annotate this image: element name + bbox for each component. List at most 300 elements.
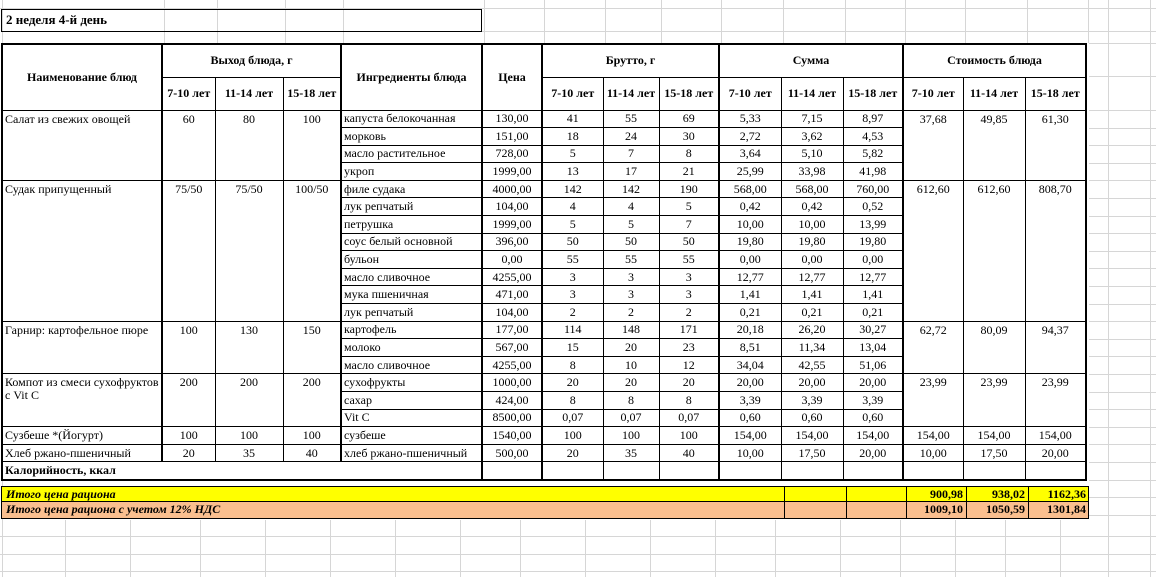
gross-cell[interactable]: 18 xyxy=(542,128,603,146)
gross-cell[interactable]: 50 xyxy=(542,233,603,251)
sum-cell[interactable]: 42,55 xyxy=(781,356,843,374)
total-vat-value-11-14[interactable]: 1050,59 xyxy=(966,502,1028,518)
total-vat-value-7-10[interactable]: 1009,10 xyxy=(906,502,966,518)
gridline xyxy=(200,520,201,577)
sum-cell[interactable]: 10,00 xyxy=(781,216,843,234)
gross-cell[interactable]: 7 xyxy=(659,216,719,234)
dish-output-cell[interactable]: 75/50 xyxy=(162,180,215,321)
sum-cell[interactable]: 10,00 xyxy=(719,216,781,234)
gross-cell[interactable]: 142 xyxy=(542,180,603,198)
ingredient-name-cell[interactable]: молоко xyxy=(341,339,482,357)
total-value-11-14[interactable]: 938,02 xyxy=(966,487,1028,501)
gross-cell[interactable]: 21 xyxy=(659,163,719,181)
total-label[interactable]: Итого цена рациона xyxy=(6,487,116,501)
sum-cell[interactable]: 12,77 xyxy=(781,268,843,286)
header-gross[interactable]: Брутто, г xyxy=(542,44,719,77)
sum-cell[interactable]: 34,04 xyxy=(719,356,781,374)
sum-cell[interactable]: 12,77 xyxy=(843,268,903,286)
dish-cost-cell[interactable]: 154,00 xyxy=(1025,427,1086,445)
price-cell[interactable]: 728,00 xyxy=(482,145,542,163)
header-sum[interactable]: Сумма xyxy=(719,44,903,77)
ingredient-name-cell[interactable]: укроп xyxy=(341,163,482,181)
header-age-cost-3[interactable]: 15-18 лет xyxy=(1025,77,1086,110)
dish-output-cell[interactable]: 35 xyxy=(215,444,283,462)
empty-cell[interactable] xyxy=(784,487,846,501)
empty-cell[interactable] xyxy=(846,502,906,518)
dish-cost-cell[interactable]: 49,85 xyxy=(963,110,1025,180)
dish-cost-cell[interactable]: 94,37 xyxy=(1025,321,1086,374)
empty-cell[interactable] xyxy=(1025,462,1086,480)
empty-cell[interactable] xyxy=(903,462,963,480)
ingredient-name-cell[interactable]: филе судака xyxy=(341,180,482,198)
sum-cell[interactable]: 19,80 xyxy=(719,233,781,251)
gridline xyxy=(1089,374,1156,375)
sum-cell[interactable]: 13,99 xyxy=(843,216,903,234)
dish-output-cell[interactable]: 100 xyxy=(162,427,215,445)
dish-output-cell[interactable]: 40 xyxy=(283,444,341,462)
sum-cell[interactable]: 5,82 xyxy=(843,145,903,163)
gross-cell[interactable]: 55 xyxy=(603,110,659,128)
ingredient-row xyxy=(2,374,1086,392)
sum-cell[interactable]: 1,41 xyxy=(781,286,843,304)
gross-cell[interactable]: 2 xyxy=(603,304,659,322)
sum-cell[interactable]: 568,00 xyxy=(781,180,843,198)
calories-row xyxy=(2,462,1086,480)
gross-cell[interactable]: 30 xyxy=(659,128,719,146)
sum-cell[interactable]: 4,53 xyxy=(843,128,903,146)
gross-cell[interactable]: 148 xyxy=(603,321,659,339)
empty-cell[interactable] xyxy=(846,487,906,501)
gross-cell[interactable]: 5 xyxy=(542,216,603,234)
gridline xyxy=(1089,268,1156,269)
gross-cell[interactable]: 17 xyxy=(603,163,659,181)
price-cell[interactable]: 4255,00 xyxy=(482,356,542,374)
gross-cell[interactable]: 3 xyxy=(659,286,719,304)
ingredient-name-cell[interactable]: петрушка xyxy=(341,216,482,234)
gridline xyxy=(955,520,956,577)
gridline xyxy=(840,520,841,577)
header-age-output-2[interactable]: 11-14 лет xyxy=(215,77,283,110)
gross-cell[interactable]: 35 xyxy=(603,444,659,462)
gridline xyxy=(1089,251,1156,252)
sum-cell[interactable]: 33,98 xyxy=(781,163,843,181)
sum-cell[interactable]: 154,00 xyxy=(843,427,903,445)
empty-cell[interactable] xyxy=(482,462,542,480)
gross-cell[interactable]: 13 xyxy=(542,163,603,181)
sum-cell[interactable]: 0,00 xyxy=(843,251,903,269)
sum-cell[interactable]: 20,00 xyxy=(843,444,903,462)
ingredient-name-cell[interactable]: морковь xyxy=(341,128,482,146)
sum-cell[interactable]: 154,00 xyxy=(781,427,843,445)
dish-cost-cell[interactable]: 61,30 xyxy=(1025,110,1086,180)
gridline xyxy=(265,520,266,577)
empty-cell[interactable] xyxy=(781,462,843,480)
price-cell[interactable]: 500,00 xyxy=(482,444,542,462)
price-cell[interactable]: 151,00 xyxy=(482,128,542,146)
ingredient-name-cell[interactable]: сухофрукты xyxy=(341,374,482,392)
gridline xyxy=(783,0,784,43)
ingredient-name-cell[interactable]: масло растительное xyxy=(341,145,482,163)
gridline xyxy=(1089,180,1156,181)
sum-cell[interactable]: 11,34 xyxy=(781,339,843,357)
gross-cell[interactable]: 0,07 xyxy=(542,409,603,427)
gross-cell[interactable]: 20 xyxy=(659,374,719,392)
ingredient-row xyxy=(2,444,1086,462)
price-cell[interactable]: 130,00 xyxy=(482,110,542,128)
sum-cell[interactable]: 20,00 xyxy=(843,374,903,392)
dish-name-cell[interactable]: Хлеб ржано-пшеничный xyxy=(2,444,162,462)
gross-cell[interactable]: 3 xyxy=(659,268,719,286)
gridline xyxy=(1089,304,1156,305)
header-age-cost-2[interactable]: 11-14 лет xyxy=(963,77,1025,110)
sum-cell[interactable]: 5,10 xyxy=(781,145,843,163)
sum-cell[interactable]: 26,20 xyxy=(781,321,843,339)
price-cell[interactable]: 1999,00 xyxy=(482,163,542,181)
dish-output-cell[interactable]: 150 xyxy=(283,321,341,374)
dish-cost-cell[interactable]: 37,68 xyxy=(903,110,963,180)
dish-output-cell[interactable]: 100 xyxy=(283,427,341,445)
dish-cost-cell[interactable]: 154,00 xyxy=(903,427,963,445)
gross-cell[interactable]: 23 xyxy=(659,339,719,357)
gross-cell[interactable]: 20 xyxy=(542,374,603,392)
ingredient-name-cell[interactable]: картофель xyxy=(341,321,482,339)
header-dish-name[interactable]: Наименование блюд xyxy=(2,44,162,110)
gridline xyxy=(1089,216,1156,217)
sum-cell[interactable]: 51,06 xyxy=(843,356,903,374)
sum-cell[interactable]: 1,41 xyxy=(843,286,903,304)
sum-cell[interactable]: 0,21 xyxy=(781,304,843,322)
gross-cell[interactable]: 55 xyxy=(603,251,659,269)
gross-cell[interactable]: 8 xyxy=(603,392,659,410)
price-cell[interactable]: 4255,00 xyxy=(482,268,542,286)
calories-label-cell[interactable]: Калорийность, ккал xyxy=(2,462,482,480)
header-age-cost-1[interactable]: 7-10 лет xyxy=(903,77,963,110)
sum-cell[interactable]: 25,99 xyxy=(719,163,781,181)
gross-cell[interactable]: 20 xyxy=(542,444,603,462)
sum-cell[interactable]: 0,42 xyxy=(719,198,781,216)
sum-cell[interactable]: 0,52 xyxy=(843,198,903,216)
gridline xyxy=(900,520,901,577)
sum-cell[interactable]: 5,33 xyxy=(719,110,781,128)
ingredients-body xyxy=(2,110,1086,462)
gross-cell[interactable]: 4 xyxy=(603,198,659,216)
sum-cell[interactable]: 0,00 xyxy=(781,251,843,269)
gridline xyxy=(1089,110,1156,111)
gridline xyxy=(715,520,716,577)
ingredient-name-cell[interactable]: лук репчатый xyxy=(341,304,482,322)
empty-cell[interactable] xyxy=(784,502,846,518)
ingredient-name-cell[interactable]: Vit C xyxy=(341,409,482,427)
sum-cell[interactable]: 3,62 xyxy=(781,128,843,146)
header-age-output-3[interactable]: 15-18 лет xyxy=(283,77,341,110)
dish-name-cell[interactable]: Компот из смеси сухофруктов с Vit C xyxy=(2,374,162,427)
ingredient-row xyxy=(2,180,1086,198)
gridline xyxy=(1088,0,1089,43)
sum-cell[interactable]: 12,77 xyxy=(719,268,781,286)
dish-cost-cell[interactable]: 612,60 xyxy=(903,180,963,321)
menu-table xyxy=(1,43,1087,481)
gridline xyxy=(1089,321,1156,322)
gross-cell[interactable]: 171 xyxy=(659,321,719,339)
sum-cell[interactable]: 154,00 xyxy=(719,427,781,445)
gridline xyxy=(1089,286,1156,287)
header-row-2 xyxy=(2,77,1086,110)
day-title-cell[interactable]: 2 неделя 4-й день xyxy=(1,9,482,32)
gross-cell[interactable]: 41 xyxy=(542,110,603,128)
gross-cell[interactable]: 190 xyxy=(659,180,719,198)
gross-cell[interactable]: 5 xyxy=(659,198,719,216)
gridline xyxy=(965,0,966,43)
gridline xyxy=(1089,43,1156,44)
gridline xyxy=(330,520,331,577)
empty-cell[interactable] xyxy=(963,462,1025,480)
gross-cell[interactable]: 8 xyxy=(542,392,603,410)
empty-cell[interactable] xyxy=(719,462,781,480)
total-vat-value-15-18[interactable]: 1301,84 xyxy=(1028,502,1089,518)
empty-cell[interactable] xyxy=(603,462,659,480)
dish-cost-cell[interactable]: 808,70 xyxy=(1025,180,1086,321)
sum-cell[interactable]: 760,00 xyxy=(843,180,903,198)
dish-cost-cell[interactable]: 23,99 xyxy=(1025,374,1086,427)
sum-cell[interactable]: 17,50 xyxy=(781,444,843,462)
gridline xyxy=(1089,339,1156,340)
dish-cost-cell[interactable]: 612,60 xyxy=(963,180,1025,321)
header-age-sum-1[interactable]: 7-10 лет xyxy=(719,77,781,110)
sum-cell[interactable]: 3,39 xyxy=(781,392,843,410)
gross-cell[interactable]: 4 xyxy=(542,198,603,216)
gross-cell[interactable]: 20 xyxy=(603,339,659,357)
price-cell[interactable]: 567,00 xyxy=(482,339,542,357)
gross-cell[interactable]: 24 xyxy=(603,128,659,146)
header-output[interactable]: Выход блюда, г xyxy=(162,44,341,77)
total-value-7-10[interactable]: 900,98 xyxy=(906,487,966,501)
gross-cell[interactable]: 3 xyxy=(542,286,603,304)
gridline xyxy=(460,520,461,577)
gridline xyxy=(605,0,606,43)
empty-cell[interactable] xyxy=(542,462,603,480)
sum-cell[interactable]: 3,39 xyxy=(843,392,903,410)
gridline xyxy=(585,520,586,577)
price-cell[interactable]: 1000,00 xyxy=(482,374,542,392)
gross-cell[interactable]: 2 xyxy=(659,304,719,322)
dish-cost-cell[interactable]: 20,00 xyxy=(1025,444,1086,462)
ingredient-name-cell[interactable]: масло сливочное xyxy=(341,268,482,286)
header-age-gross-1[interactable]: 7-10 лет xyxy=(542,77,603,110)
header-age-output-1[interactable]: 7-10 лет xyxy=(162,77,215,110)
ingredient-name-cell[interactable]: капуста белокочанная xyxy=(341,110,482,128)
dish-cost-cell[interactable]: 17,50 xyxy=(963,444,1025,462)
calories-body xyxy=(2,462,1086,480)
gross-cell[interactable]: 15 xyxy=(542,339,603,357)
gross-cell[interactable]: 50 xyxy=(659,233,719,251)
header-age-gross-3[interactable]: 15-18 лет xyxy=(659,77,719,110)
gridline xyxy=(1089,128,1156,129)
ingredient-name-cell[interactable]: лук репчатый xyxy=(341,198,482,216)
sum-cell[interactable]: 0,60 xyxy=(781,409,843,427)
header-age-gross-2[interactable]: 11-14 лет xyxy=(603,77,659,110)
dish-cost-cell[interactable]: 23,99 xyxy=(963,374,1025,427)
gross-cell[interactable]: 8 xyxy=(659,145,719,163)
gridline xyxy=(1027,0,1028,43)
dish-output-cell[interactable]: 80 xyxy=(215,110,283,180)
gridline xyxy=(650,520,651,577)
sum-cell[interactable]: 0,21 xyxy=(719,304,781,322)
sum-cell[interactable]: 7,15 xyxy=(781,110,843,128)
gross-cell[interactable]: 55 xyxy=(659,251,719,269)
dish-output-cell[interactable]: 200 xyxy=(215,374,283,427)
dish-name-cell[interactable]: Гарнир: картофельное пюре xyxy=(2,321,162,374)
sum-cell[interactable]: 0,21 xyxy=(843,304,903,322)
ingredient-name-cell[interactable]: хлеб ржано-пшеничный xyxy=(341,444,482,462)
gridline xyxy=(775,520,776,577)
gridline xyxy=(520,520,521,577)
gridline xyxy=(1089,497,1156,498)
dish-output-cell[interactable]: 130 xyxy=(215,321,283,374)
ingredient-name-cell[interactable]: сузбеше xyxy=(341,427,482,445)
gross-cell[interactable]: 0,07 xyxy=(603,409,659,427)
gridline xyxy=(1089,145,1156,146)
gridline xyxy=(1108,0,1109,577)
gross-cell[interactable]: 142 xyxy=(603,180,659,198)
ingredient-name-cell[interactable]: соус белый основной xyxy=(341,233,482,251)
sum-cell[interactable]: 0,60 xyxy=(843,409,903,427)
gridline xyxy=(1150,0,1151,577)
ingredient-row xyxy=(2,427,1086,445)
price-cell[interactable]: 104,00 xyxy=(482,304,542,322)
header-row-1 xyxy=(2,44,1086,77)
gross-cell[interactable]: 69 xyxy=(659,110,719,128)
gross-cell[interactable]: 8 xyxy=(542,356,603,374)
gross-cell[interactable]: 0,07 xyxy=(659,409,719,427)
price-cell[interactable]: 471,00 xyxy=(482,286,542,304)
sum-cell[interactable]: 20,00 xyxy=(781,374,843,392)
header-ingredients[interactable]: Ингредиенты блюда xyxy=(341,44,482,110)
gridline xyxy=(1089,392,1156,393)
gridline xyxy=(0,571,1156,572)
total-vat-label[interactable]: Итого цена рациона с учетом 12% НДС xyxy=(6,502,221,516)
dish-output-cell[interactable]: 200 xyxy=(283,374,341,427)
gross-cell[interactable]: 5 xyxy=(603,216,659,234)
header-age-sum-3[interactable]: 15-18 лет xyxy=(843,77,903,110)
gridline xyxy=(395,520,396,577)
sum-cell[interactable]: 41,98 xyxy=(843,163,903,181)
price-cell[interactable]: 177,00 xyxy=(482,321,542,339)
header-dish-cost[interactable]: Стоимость блюда xyxy=(903,44,1086,77)
price-cell[interactable]: 0,00 xyxy=(482,251,542,269)
gridline xyxy=(1089,462,1156,463)
sum-cell[interactable]: 1,41 xyxy=(719,286,781,304)
gross-cell[interactable]: 3 xyxy=(603,286,659,304)
price-cell[interactable]: 4000,00 xyxy=(482,180,542,198)
dish-cost-cell[interactable]: 62,72 xyxy=(903,321,963,374)
gross-cell[interactable]: 40 xyxy=(659,444,719,462)
total-value-15-18[interactable]: 1162,36 xyxy=(1028,487,1089,501)
sum-cell[interactable]: 0,60 xyxy=(719,409,781,427)
ingredient-name-cell[interactable]: бульон xyxy=(341,251,482,269)
gross-cell[interactable]: 100 xyxy=(603,427,659,445)
gross-cell[interactable]: 2 xyxy=(542,304,603,322)
sum-cell[interactable]: 0,42 xyxy=(781,198,843,216)
ingredient-row xyxy=(2,321,1086,339)
dish-output-cell[interactable]: 75/50 xyxy=(215,180,283,321)
sum-cell[interactable]: 0,00 xyxy=(719,251,781,269)
empty-cell[interactable] xyxy=(659,462,719,480)
sum-cell[interactable]: 568,00 xyxy=(719,180,781,198)
dish-output-cell[interactable]: 100 xyxy=(215,427,283,445)
gross-cell[interactable]: 114 xyxy=(542,321,603,339)
gross-cell[interactable]: 3 xyxy=(603,268,659,286)
gross-cell[interactable]: 7 xyxy=(603,145,659,163)
price-cell[interactable]: 1540,00 xyxy=(482,427,542,445)
gross-cell[interactable]: 100 xyxy=(659,427,719,445)
gridline xyxy=(484,0,485,43)
gridline xyxy=(1089,233,1156,234)
gross-cell[interactable]: 55 xyxy=(542,251,603,269)
gridline xyxy=(1089,444,1156,445)
sum-cell[interactable]: 30,27 xyxy=(843,321,903,339)
sum-cell[interactable]: 8,51 xyxy=(719,339,781,357)
gross-cell[interactable]: 8 xyxy=(659,392,719,410)
gridline xyxy=(845,0,846,43)
gross-cell[interactable]: 12 xyxy=(659,356,719,374)
sum-cell[interactable]: 8,97 xyxy=(843,110,903,128)
price-cell[interactable]: 104,00 xyxy=(482,198,542,216)
ingredient-name-cell[interactable]: масло сливочное xyxy=(341,356,482,374)
sum-cell[interactable]: 19,80 xyxy=(843,233,903,251)
gridline xyxy=(1089,76,1156,77)
empty-cell[interactable] xyxy=(843,462,903,480)
header-price[interactable]: Цена xyxy=(482,44,542,110)
ingredient-name-cell[interactable]: мука пшеничная xyxy=(341,286,482,304)
dish-name-cell[interactable]: Судак припущенный xyxy=(2,180,162,321)
dish-cost-cell[interactable]: 10,00 xyxy=(903,444,963,462)
dish-output-cell[interactable]: 100 xyxy=(162,321,215,374)
gridline xyxy=(0,554,1156,555)
dish-output-cell[interactable]: 20 xyxy=(162,444,215,462)
gross-cell[interactable]: 20 xyxy=(603,374,659,392)
gross-cell[interactable]: 100 xyxy=(542,427,603,445)
sum-cell[interactable]: 19,80 xyxy=(781,233,843,251)
dish-name-cell[interactable]: Салат из свежих овощей xyxy=(2,110,162,180)
dish-cost-cell[interactable]: 154,00 xyxy=(963,427,1025,445)
sum-cell[interactable]: 13,04 xyxy=(843,339,903,357)
sum-cell[interactable]: 3,39 xyxy=(719,392,781,410)
gross-cell[interactable]: 50 xyxy=(603,233,659,251)
sum-cell[interactable]: 20,18 xyxy=(719,321,781,339)
gross-cell[interactable]: 3 xyxy=(542,268,603,286)
sum-cell[interactable]: 3,64 xyxy=(719,145,781,163)
dish-output-cell[interactable]: 200 xyxy=(162,374,215,427)
dish-cost-cell[interactable]: 80,09 xyxy=(963,321,1025,374)
dish-name-cell[interactable]: Сузбеше *(Йогурт) xyxy=(2,427,162,445)
price-cell[interactable]: 396,00 xyxy=(482,233,542,251)
dish-output-cell[interactable]: 100 xyxy=(283,110,341,180)
dish-cost-cell[interactable]: 23,99 xyxy=(903,374,963,427)
sum-cell[interactable]: 20,00 xyxy=(719,374,781,392)
gridline xyxy=(544,0,545,43)
ingredient-name-cell[interactable]: сахар xyxy=(341,392,482,410)
gross-cell[interactable]: 5 xyxy=(542,145,603,163)
price-cell[interactable]: 424,00 xyxy=(482,392,542,410)
price-cell[interactable]: 8500,00 xyxy=(482,409,542,427)
gross-cell[interactable]: 10 xyxy=(603,356,659,374)
price-cell[interactable]: 1999,00 xyxy=(482,216,542,234)
header-age-sum-2[interactable]: 11-14 лет xyxy=(781,77,843,110)
dish-output-cell[interactable]: 60 xyxy=(162,110,215,180)
dish-output-cell[interactable]: 100/50 xyxy=(283,180,341,321)
sum-cell[interactable]: 10,00 xyxy=(719,444,781,462)
sum-cell[interactable]: 2,72 xyxy=(719,128,781,146)
